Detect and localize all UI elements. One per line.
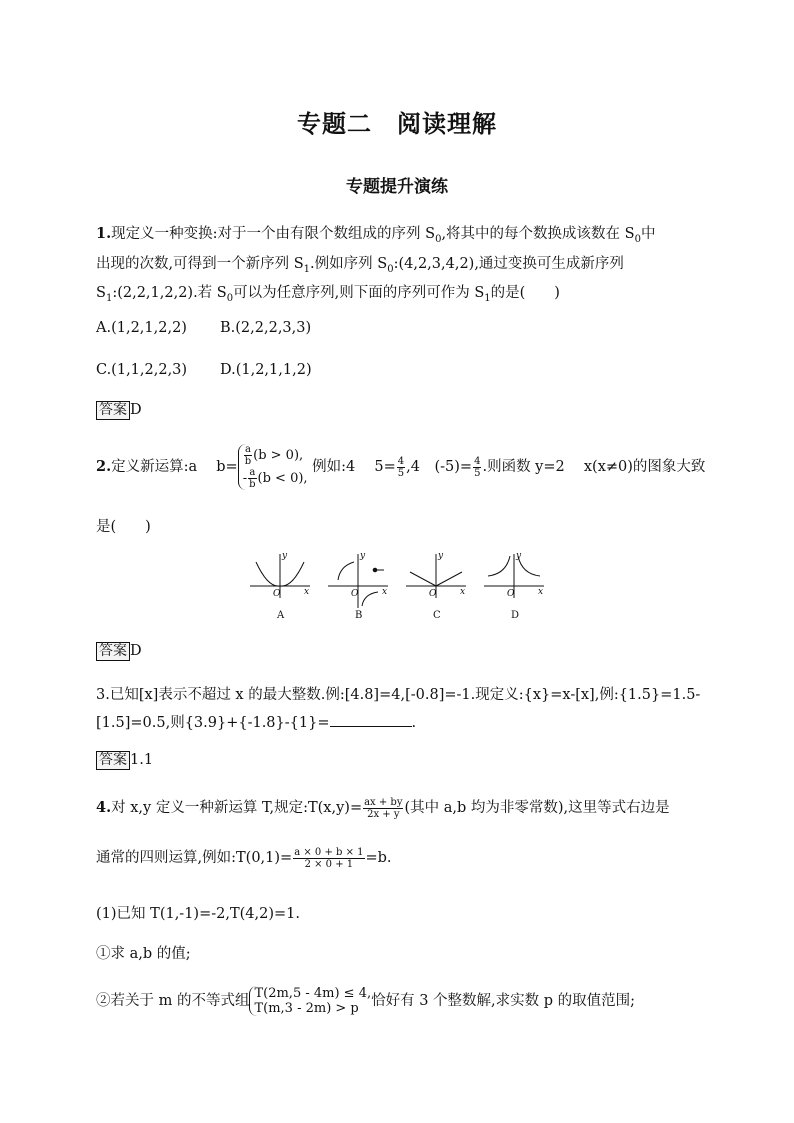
q3-line2: [1.5]=0.5,则{3.9}+{-1.8}-{1}= . — [96, 715, 417, 731]
q2-line2: 是( ) — [96, 519, 151, 535]
svg-text:B: B — [355, 610, 363, 620]
q3-answer: 答案 1.1 — [96, 751, 153, 770]
q4-part1: (1)已知 T(1,-1)=-2,T(4,2)=1. — [96, 906, 301, 922]
svg-text:O: O — [351, 589, 359, 599]
fill-blank — [330, 714, 412, 727]
q2-line1: 2.定义新运算:a b= $\frac{a}{b}$ (b > 0), - $\frac{a}{b}$ (b < 0), 例如:4 5= $\frac{4}{5}$ ,4 (-5)= $\frac{4}{5}$ .则函数 y=2 x(x≠0)的图象大致 — [96, 444, 706, 490]
svg-text:y: y — [282, 551, 288, 561]
answer-label: 答案 — [96, 401, 130, 420]
page-title: 专题二 阅读理解 — [297, 109, 497, 138]
svg-text:y: y — [360, 551, 366, 561]
q1-line2: 出现的次数,可得到一个新序列 $S_1$.例如序列 $S_0:(4,2,3,4,2)$,通过变换可生成新序列 — [96, 256, 624, 275]
q4-sub2: ②若关于 m 的不等式组 T(2m,5 - 4m) ≤ 4, T(m,3 - 2m) > p 恰好有 3 个整数解,求实数 p 的取值范围; — [96, 986, 636, 1016]
q1-line1: 1.现定义一种变换:对于一个由有限个数组成的序列 $S_0$,将其中的每个数换成该数在 $S_0$中 — [96, 225, 656, 245]
inequality-brace: T(2m,5 - 4m) ≤ 4, T(m,3 - 2m) > p — [249, 986, 371, 1016]
svg-text:O: O — [429, 589, 437, 599]
q1-option-d: D.(1,2,1,1,2) — [220, 362, 312, 378]
svg-text:A: A — [277, 610, 285, 620]
graph-b — [328, 554, 388, 608]
svg-text:y: y — [516, 551, 522, 561]
svg-text:C: C — [433, 610, 441, 620]
answer-label: 答案 — [96, 751, 130, 770]
q1-answer: 答案 D — [96, 401, 142, 420]
q1-option-b: B.(2,2,2,3,3) — [220, 320, 312, 336]
q1-option-a: A.(1,2,1,2,2) — [96, 320, 187, 336]
q4-line2: 通常的四则运算,例如:T(0,1)= $\frac{a \times 0 + b \times 1}{2 \times 0 + 1}$ =b. — [96, 846, 392, 870]
svg-text:x: x — [538, 587, 544, 597]
q2-answer: 答案 D — [96, 642, 142, 661]
q4-sub1: ①求 a,b 的值; — [96, 946, 191, 962]
q1-line3: $S_1:(2,2,1,2,2)$.若 $S_0$可以为任意序列,则下面的序列可作为 $S_1$的是( ) — [96, 285, 560, 304]
page-subtitle: 专题提升演练 — [346, 177, 448, 197]
q4-frac1: $\frac{ax + by}{2x + y}$ — [364, 796, 403, 820]
piecewise-brace: $\frac{a}{b}$ (b > 0), - $\frac{a}{b}$ (b < 0), — [238, 444, 308, 490]
q3-line1: 3.已知[x]表示不超过 x 的最大整数.例:[4.8]=4,[-0.8]=-1.现定义:{x}=x-[x],例:{1.5}=1.5- — [96, 687, 701, 703]
q2-graph-options — [244, 548, 554, 620]
svg-text:O: O — [507, 589, 515, 599]
svg-text:x: x — [460, 587, 466, 597]
q4-frac2: $\frac{a \times 0 + b \times 1}{2 \times 0 + 1}$ — [294, 846, 364, 870]
answer-label: 答案 — [96, 642, 130, 661]
svg-text:x: x — [304, 587, 310, 597]
svg-text:y: y — [438, 551, 444, 561]
svg-text:O: O — [273, 589, 281, 599]
svg-text:x: x — [382, 587, 388, 597]
svg-text:D: D — [511, 610, 520, 620]
q1-option-c: C.(1,1,2,2,3) — [96, 362, 188, 378]
q4-line1: 4.对 x,y 定义一种新运算 T,规定:T(x,y)= $\frac{ax + by}{2x + y}$ (其中 a,b 均为非零常数),这里等式右边是 — [96, 796, 670, 820]
